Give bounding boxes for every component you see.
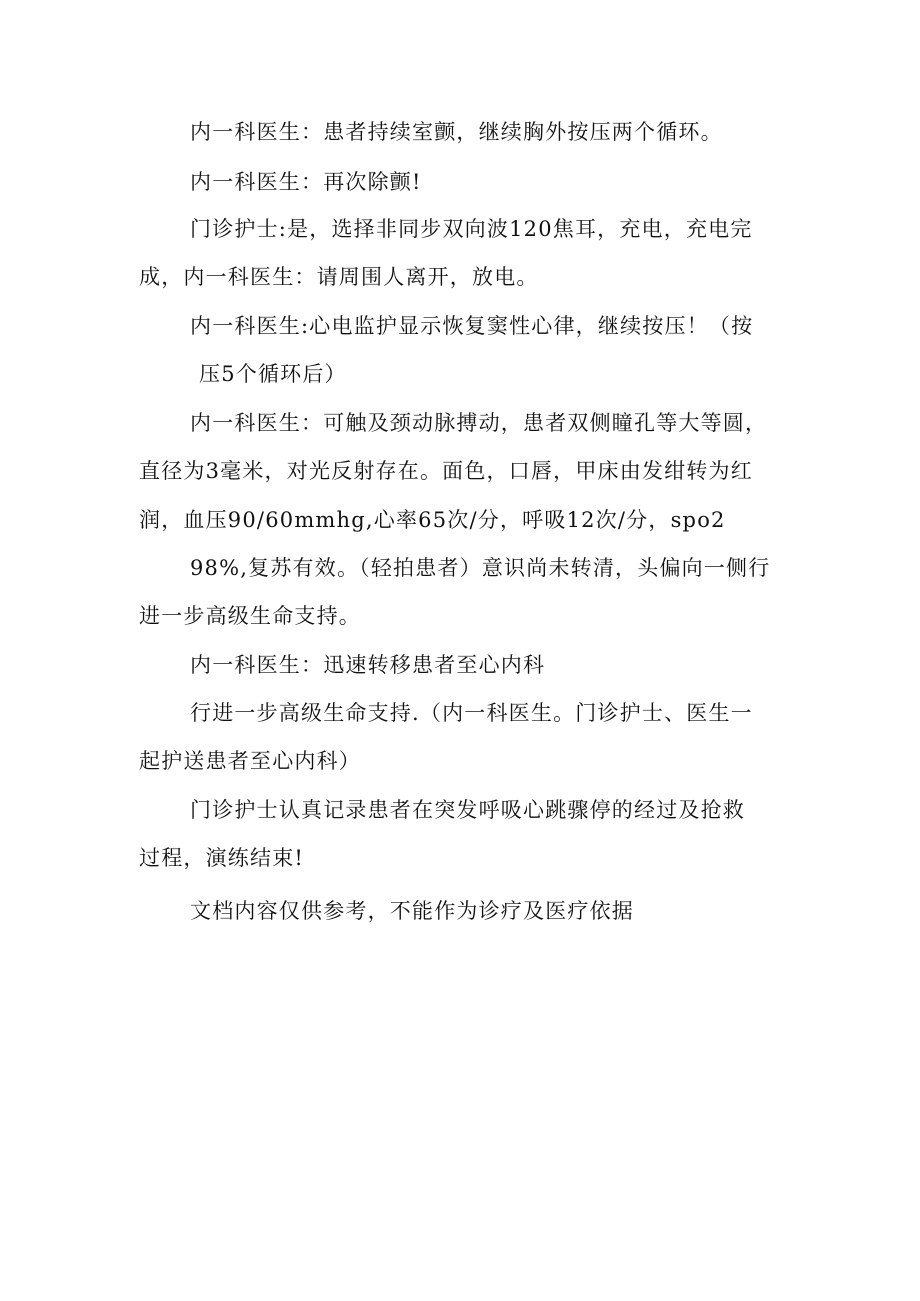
paragraph-line-8: 直径为3毫米，对光反射存在。面色，口唇，甲床由发绀转为红: [139, 459, 753, 483]
paragraph-line-10: 98%,复苏有效。（轻拍患者）意识尚未转清，头偏向一侧行: [190, 556, 771, 580]
paragraph-line-9: 润，血压90/60mmhg,心率65次/分，呼吸12次/分，spo2: [139, 508, 726, 532]
paragraph-line-11: 进一步高级生命支持。: [139, 604, 361, 628]
paragraph-line-1: 内一科医生：患者持续室颤，继续胸外按压两个循环。: [190, 120, 723, 144]
paragraph-line-16: 过程，演练结束!: [139, 846, 305, 870]
paragraph-line-2: 内一科医生：再次除颤!: [190, 170, 422, 194]
paragraph-line-14: 起护送患者至心内科）: [139, 749, 361, 773]
paragraph-line-13: 行进一步高级生命支持.（内一科医生。门诊护士、医生一: [190, 701, 753, 725]
paragraph-line-6: 压5个循环后）: [199, 362, 347, 386]
paragraph-line-3: 门诊护士:是，选择非同步双向波120焦耳，充电，充电完: [190, 217, 753, 241]
paragraph-line-12: 内一科医生：迅速转移患者至心内科: [190, 653, 546, 677]
paragraph-line-5: 内一科医生:心电监护显示恢复窦性心律，继续按压！（按: [190, 314, 754, 338]
disclaimer-line: 文档内容仅供参考，不能作为诊疗及医疗依据: [190, 899, 634, 923]
paragraph-line-15: 门诊护士认真记录患者在突发呼吸心跳骤停的经过及抢救: [190, 798, 745, 822]
paragraph-line-4: 成，内一科医生：请周围人离开，放电。: [139, 265, 539, 289]
paragraph-line-7: 内一科医生：可触及颈动脉搏动，患者双侧瞳孔等大等圆，: [190, 411, 768, 435]
